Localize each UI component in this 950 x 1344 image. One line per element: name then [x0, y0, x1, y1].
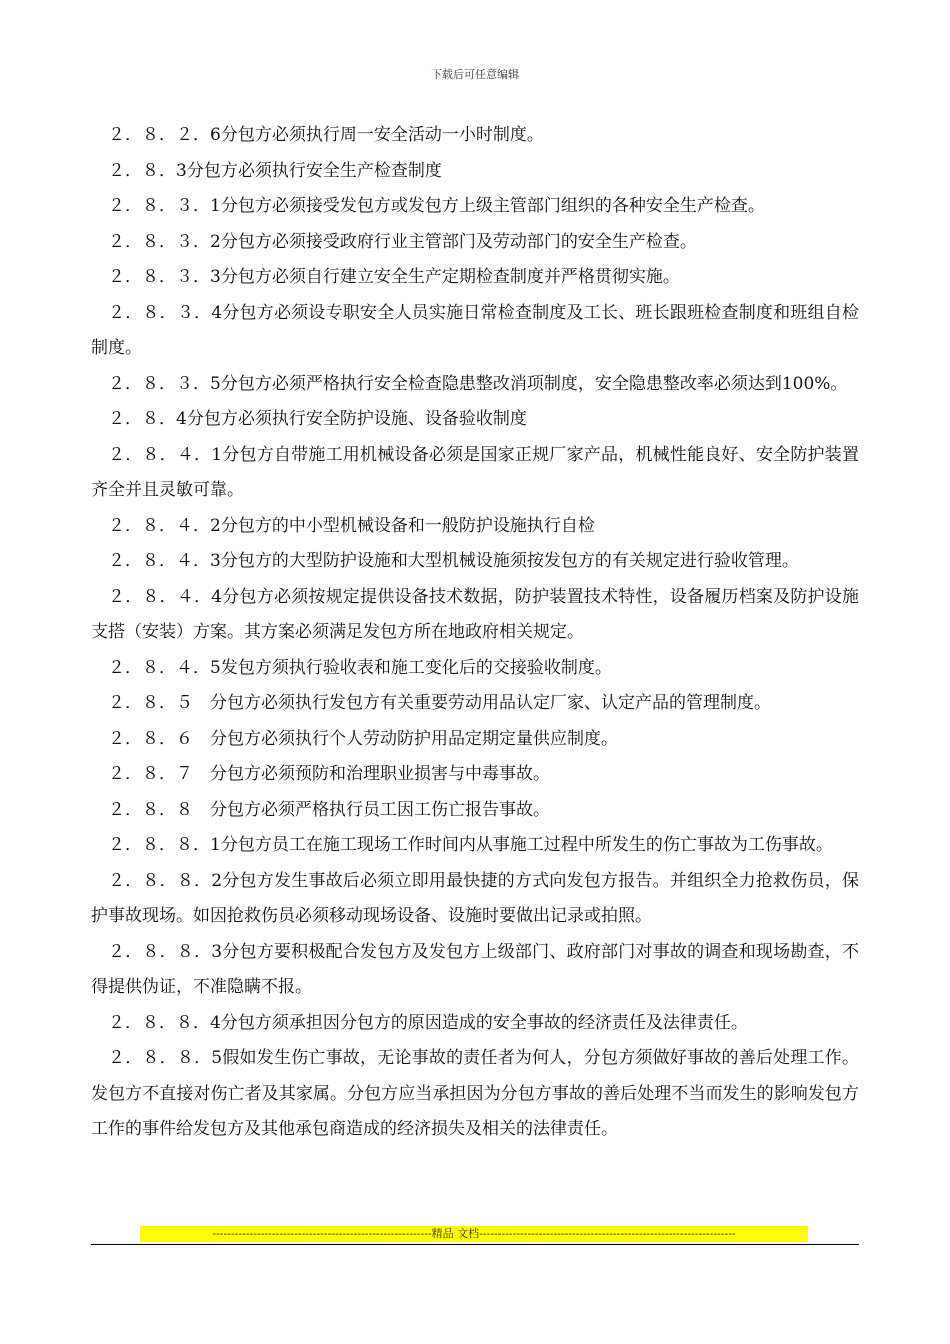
paragraph: ２．８．７ 分包方必须预防和治理职业损害与中毒事故。 — [108, 764, 550, 784]
paragraph: ２．８．４．4分包方必须按规定提供设备技术数据，防护装置技术特性，设备履历档案及防护设施支搭（安装）方案。其方案必须满足发包方所在地政府相关规定。 — [91, 586, 859, 642]
paragraph: ２．８．4分包方必须执行安全防护设施、设备验收制度 — [108, 409, 527, 429]
paragraph: ２．８．３．3分包方必须自行建立安全生产定期检查制度并严格贯彻实施。 — [108, 267, 680, 287]
paragraph: ２．８．３．1分包方必须接受发包方或发包方上级主管部门组织的各种安全生产检查。 — [108, 196, 765, 216]
paragraph: ２．８．3分包方必须执行安全生产检查制度 — [108, 160, 442, 181]
paragraph: ２．８．５ 分包方必须执行发包方有关重要劳动用品认定厂家、认定产品的管理制度。 — [108, 693, 771, 713]
paragraph: ２．８．４．5发包方须执行验收表和施工变化后的交接验收制度。 — [108, 657, 612, 678]
paragraph: ２．８．４．1分包方自带施工用机械设备必须是国家正规厂家产品，机械性能良好、安全防护装置齐全并且灵敏可靠。 — [91, 444, 859, 500]
paragraph: ２．８．８．1分包方员工在施工现场工作时间内从事施工过程中所发生的伤亡事故为工伤事故。 — [108, 835, 833, 855]
paragraph: ２．８．３．2分包方必须接受政府行业主管部门及劳动部门的安全生产检查。 — [108, 231, 697, 252]
paragraph: ２．８．４．2分包方的中小型机械设备和一般防护设施执行自检 — [108, 515, 595, 536]
paragraph: ２．８．６ 分包方必须执行个人劳动防护用品定期定量供应制度。 — [108, 728, 618, 749]
paragraph: ２．８．３．4分包方必须设专职安全人员实施日常检查制度及工长、班长跟班检查制度和班组自检制度。 — [91, 302, 859, 358]
paragraph: ２．８．８．4分包方须承担因分包方的原因造成的安全事故的经济责任及法律责任。 — [108, 1012, 748, 1033]
paragraph: ２．８．８．3分包方要积极配合发包方及发包方上级部门、政府部门对事故的调查和现场勘查，不得提供伪证，不准隐瞒不报。 — [91, 941, 859, 997]
footer-label: -----------------------------------------------------------精品 文档--------------------------------------------------------------------- — [212, 1227, 736, 1240]
paragraph: ２．８．２．6分包方必须执行周一安全活动一小时制度。 — [108, 125, 544, 145]
document-body — [91, 118, 859, 1148]
paragraph: ２．８．４．3分包方的大型防护设施和大型机械设施须按发包方的有关规定进行验收管理。 — [108, 551, 799, 571]
paragraph: ２．８．３．5分包方必须严格执行安全检查隐患整改消项制度，安全隐患整改率必须达到100%。 — [108, 373, 848, 394]
paragraph: ２．８．８ 分包方必须严格执行员工因工伤亡报告事故。 — [108, 799, 550, 820]
paragraph: ２．８．８．2分包方发生事故后必须立即用最快捷的方式向发包方报告。并组织全力抢救伤员，保护事故现场。如因抢救伤员必须移动现场设备、设施时要做出记录或拍照。 — [91, 870, 859, 926]
paragraph: ２．８．８．5假如发生伤亡事故，无论事故的责任者为何人，分包方须做好事故的善后处理工作。发包方不直接对伤亡者及其家属。分包方应当承担因为分包方事故的善后处理不当而发生的影响发包方工作的事件给发包方及其他承包商造成的经济损失及相关的法律责任。 — [91, 1048, 859, 1139]
page-header: 下载后可任意编辑 — [431, 68, 519, 81]
footer-divider — [91, 1244, 859, 1245]
